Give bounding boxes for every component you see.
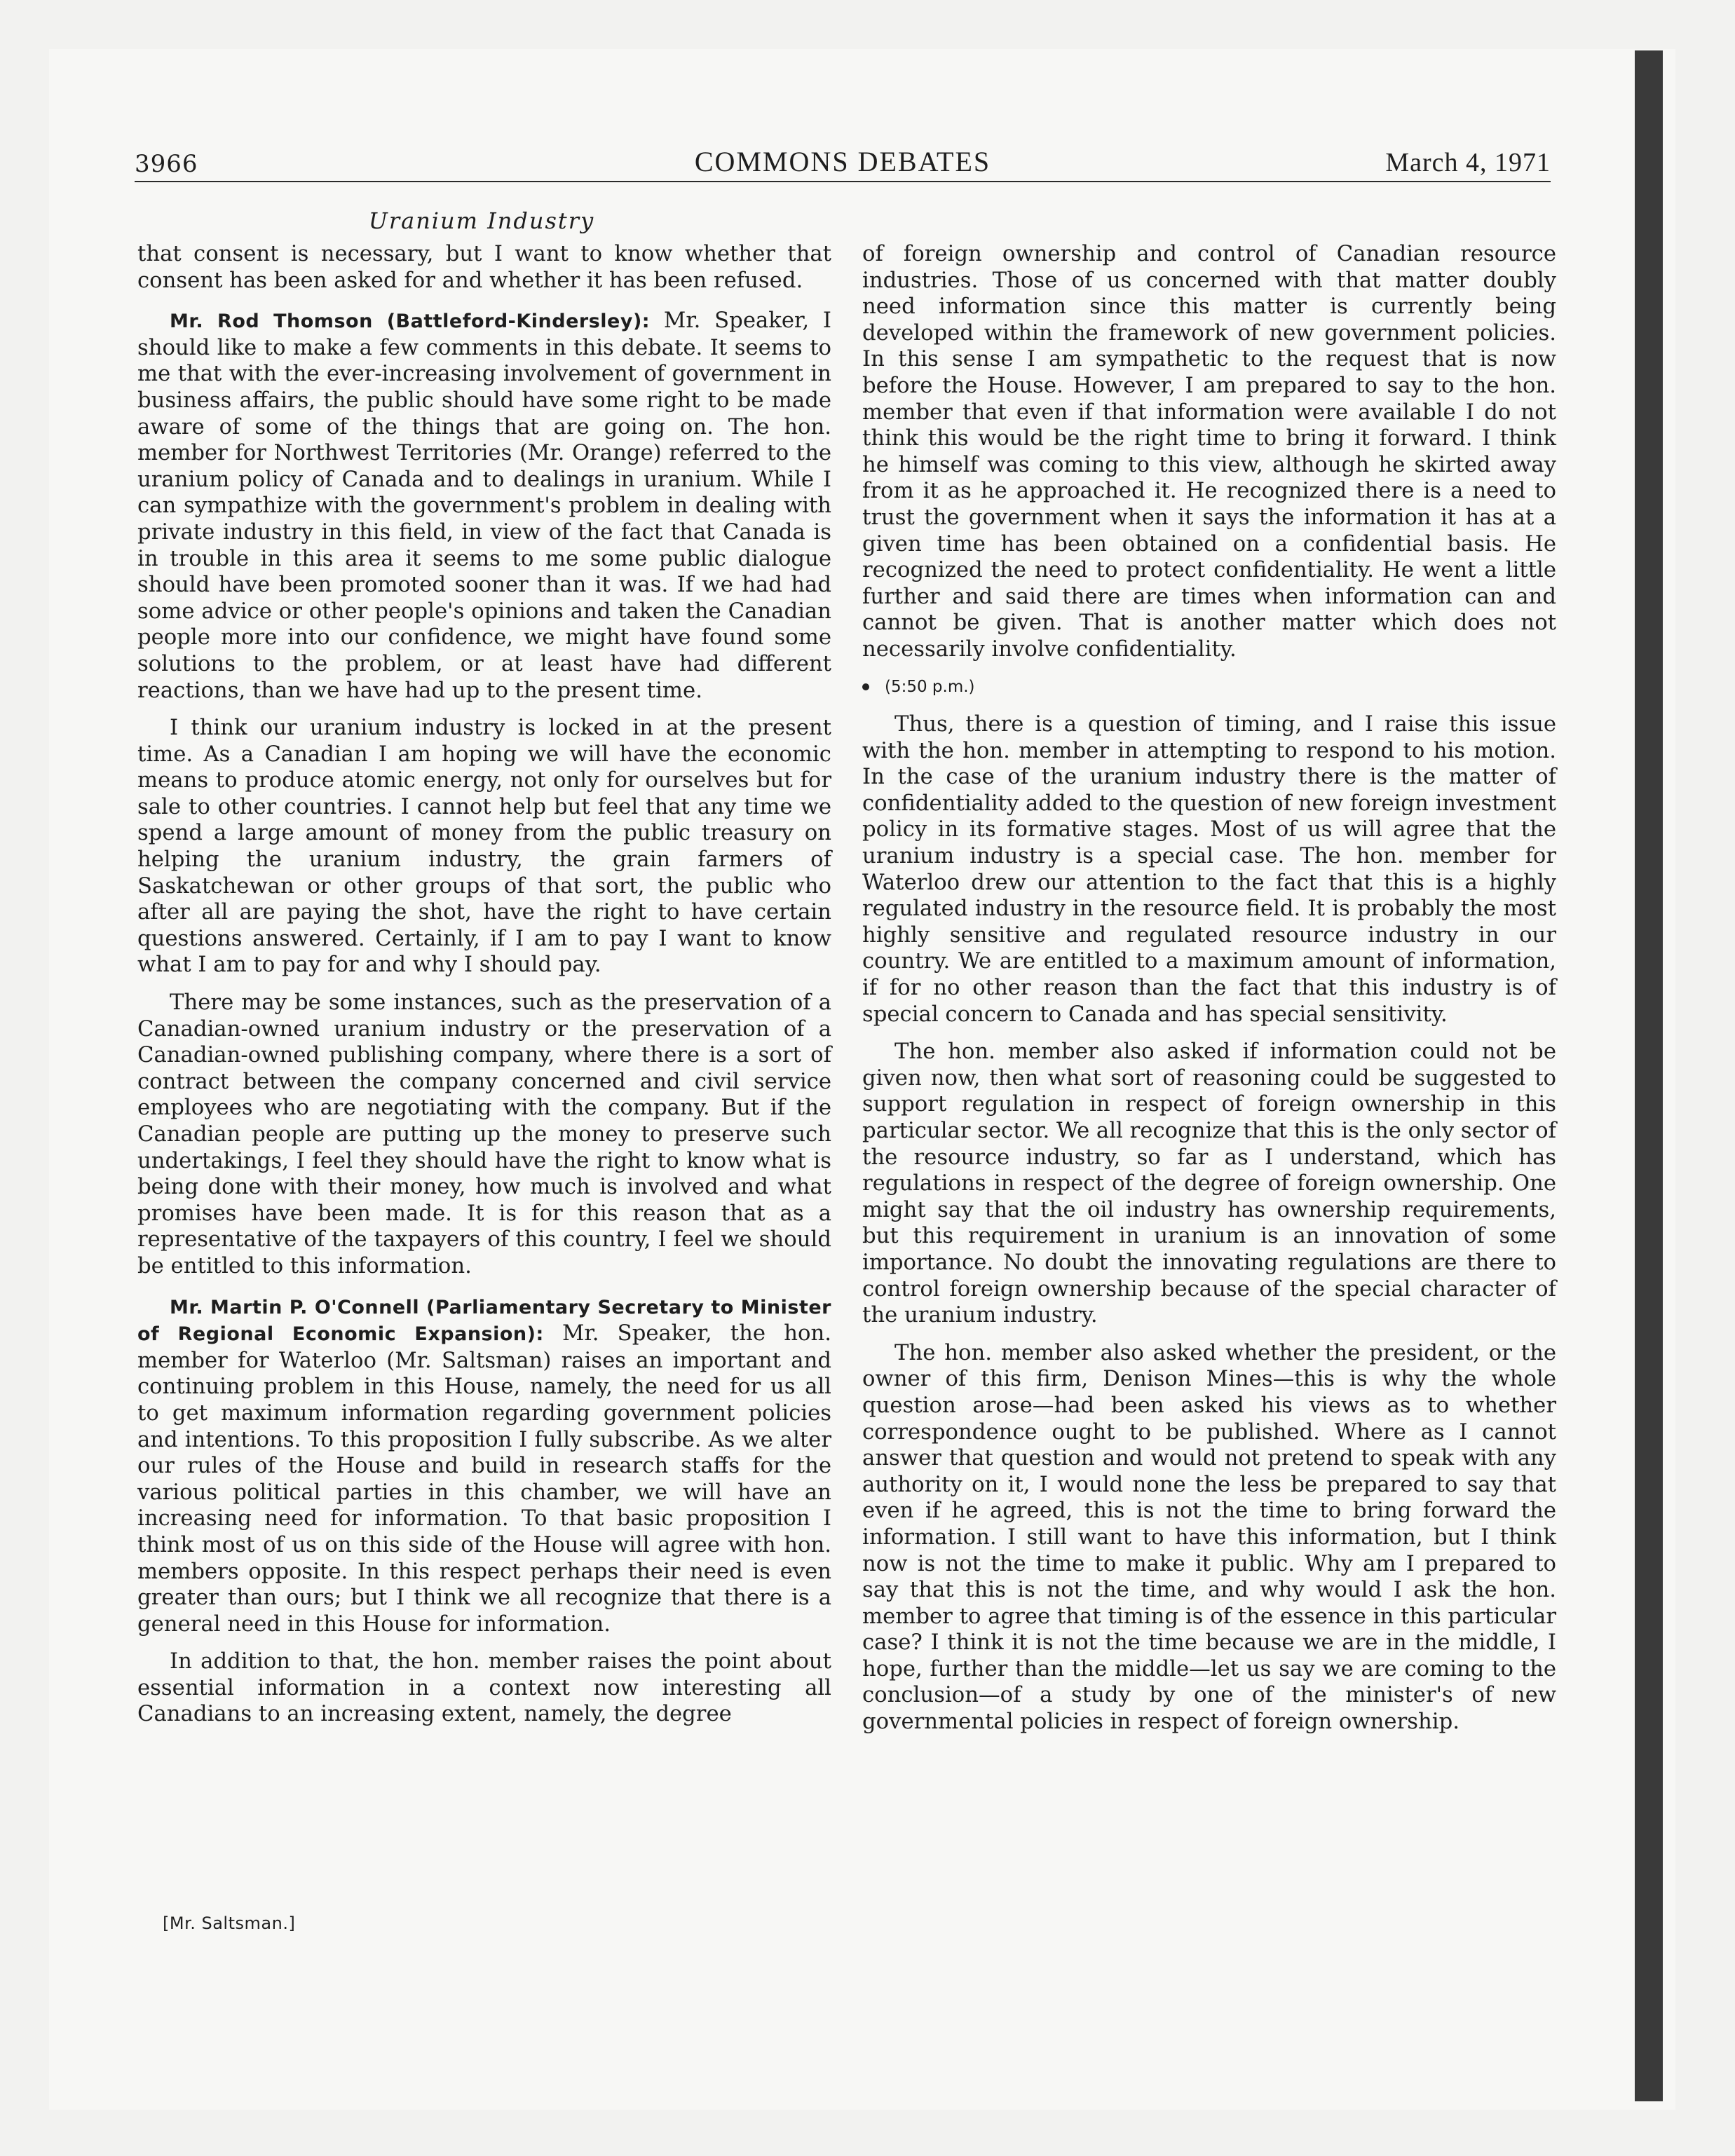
right-column (862, 241, 1556, 1747)
speaker-name: Mr. Martin P. O'Connell (Parliamentary Secretary to Minister of Regional Economic Expansion): (137, 1296, 831, 1346)
speech-text: Mr. Speaker, I should like to make a few comments in this debate. It seems to me that with the ever-increasing involvement of government in business affairs, the public should have some right to be made aware of some of the things that are going on. The hon. member for Northwest Territories (Mr. Orange) referred to the uranium policy of Canada and to dealings in uranium. While I can sympathize with the government's problem in dealing with private industry in this field, in view of the fact that Canada is in trouble in this area it seems to me some public dialogue should have been promoted sooner than it was. If we had had some advice or other people's opinions and taken the Canadian people more into our confidence, we might have found some solutions to the problem, or at least have had different reactions, than we have had up to the present time. (137, 308, 831, 703)
speaker-name: Mr. Rod Thomson (Battleford-Kindersley): (170, 311, 651, 333)
bullet-icon (862, 683, 869, 690)
paragraph: In addition to that, the hon. member raises the point about essential information in a context now interesting all Canadians to an increasing extent, namely, the degree (137, 1649, 831, 1727)
page-number: 3966 (135, 150, 198, 178)
time-marker (862, 674, 1556, 701)
time-text: (5:50 p.m.) (885, 677, 975, 696)
left-column (137, 241, 831, 1739)
paragraph: The hon. member also asked if information could not be given now, then what sort of reasoning could be suggested to support regulation in respect of foreign ownership in this particular sector. We all recognize that this is the only sector of the resource industry, so far as I understand, which has regulations in respect of the degree of foreign ownership. One might say that the oil industry has ownership requirements, but this requirement in uranium is an innovation of some importance. No doubt the innovating regulations are there to control foreign ownership because of the special character of the uranium industry. (862, 1039, 1556, 1328)
paragraph: There may be some instances, such as the preservation of a Canadian-owned uranium industry or the preservation of a Canadian-owned publishing company, where there is a sort of contract between the company concerned and civil service employees who are negotiating with the company. But if the Canadian people are putting up the money to preserve such undertakings, I feel they should have the right to know what is being done with their money, how much is involved and what promises have been made. It is for this reason that as a representative of the taxpayers of this country, I feel we should be entitled to this information. (137, 990, 831, 1278)
paragraph: The hon. member also asked whether the president, or the owner of this firm, Denison Mines—this is why the whole question arose—had been asked his views as to whether correspondence ought to be published. Where as I cannot answer that question and would not pretend to speak with any authority on it, I would none the less be prepared to say that even if he agreed, this is not the time to bring forward the information. I still want to have this information, but I think now is not the time to make it public. Why am I prepared to say that this is not the time, and why would I ask the hon. member to agree that timing is of the essence in this particular case? I think it is not the time because we are in the middle, I hope, further than the middle—let us say we are coming to the conclusion—of a study by one of the minister's of new governmental policies in respect of foreign ownership. (862, 1340, 1556, 1735)
continued-text: that consent is necessary, but I want to know whether that consent has been asked for and whether it has been refused. (137, 242, 831, 293)
speech-paragraph (137, 308, 831, 704)
scan-edge-shadow (1635, 50, 1663, 2101)
page-header (135, 143, 1551, 182)
footer-note: [Mr. Saltsman.] (163, 1913, 296, 1933)
speech-paragraph (137, 1294, 831, 1638)
speech-text: Mr. Speaker, the hon. member for Waterloo (Mr. Saltsman) raises an important and continuing problem in this House, namely, the need for us all to get maximum information regarding government policies and intentions. To this proposition I fully subscribe. As we alter our rules of the House and build in research staffs for the various political parties in this chamber, we will have an increasing need for information. To that basic proposition I think most of us on this side of the House will agree with hon. members opposite. In this respect perhaps their need is even greater than ours; but I think we all recognize that there is a general need in this House for information. (137, 1321, 832, 1637)
page-date: March 4, 1971 (1385, 148, 1551, 177)
running-title: COMMONS DEBATES (694, 146, 991, 177)
paragraph: I think our uranium industry is locked in at the present time. As a Canadian I am hoping we will have the economic means to produce atomic energy, not only for ourselves but for sale to other countries. I cannot help but feel that any time we spend a large amount of money from the public treasury on helping the uranium industry, the grain farmers of Saskatchewan or other groups of that sort, the public who after all are paying the shot, have the right to have certain questions answered. Certainly, if I am to pay I want to know what I am to pay for and why I should pay. (137, 716, 831, 978)
section-title: Uranium Industry (368, 207, 595, 234)
continued-text: of foreign ownership and control of Canadian resource industries. Those of us concerned with that matter doubly need information since this matter is currently being developed within the framework of new government policies. In this sense I am sympathetic to the request that is now before the House. However, I am prepared to say to the hon. member that even if that information were available I do not think this would be the right time to bring it forward. I think he himself was coming to this view, although he skirted away from it as he approached it. He recognized there is a need to trust the government when it says the information it has at a given time has been obtained on a confidential basis. He recognized the need to protect confidentiality. He went a little further and said there are times when information can and cannot be given. That is another matter which does not necessarily involve confidentiality. (862, 242, 1556, 662)
paragraph: Thus, there is a question of timing, and I raise this issue with the hon. member in attempting to respond to his motion. In the case of the uranium industry there is the matter of confidentiality added to the question of new foreign investment policy in its formative stages. Most of us will agree that the uranium industry is a special case. The hon. member for Waterloo drew our attention to the fact that this is a highly regulated industry in the resource field. It is probably the most highly sensitive and regulated resource industry in our country. We are entitled to a maximum amount of information, if for no other reason than the fact that this industry is of special concern to Canada and has special sensitivity. (862, 712, 1556, 1027)
